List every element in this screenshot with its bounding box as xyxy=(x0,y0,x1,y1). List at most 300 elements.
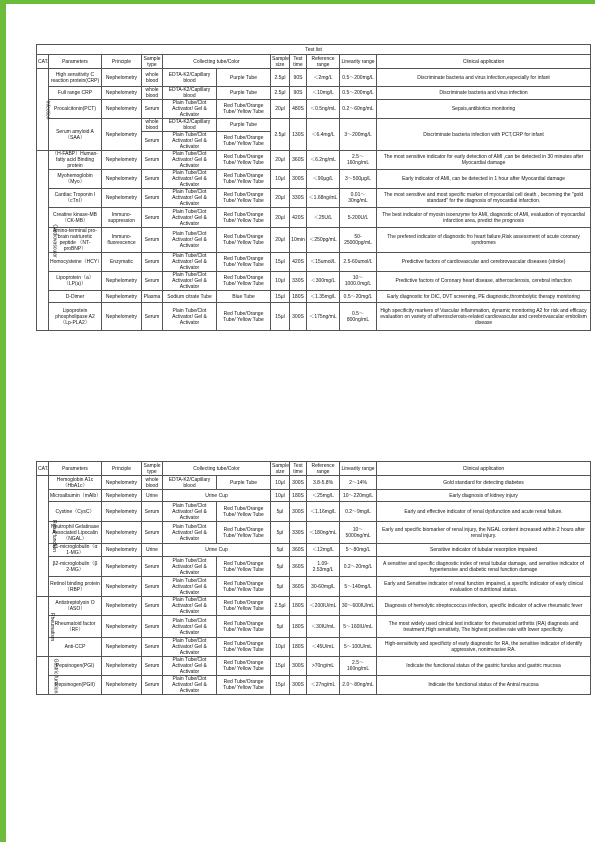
reference-range-cell: ＜30IU/mL xyxy=(307,616,340,638)
collecting-tube-cell: Plain Tube/Clot Activator/ Gel & Activator xyxy=(163,616,217,638)
sample-size-cell: 15μl xyxy=(271,291,290,303)
clinical-application-cell: A sensitive and specific diagnostic index of renal tubular damage, and sensitive indicator of hypertensive and diabetic renal function damage xyxy=(377,557,591,577)
reference-range-cell: 30-60mg/L xyxy=(307,577,340,597)
parameter-cell: Microalbumin（mAlb） xyxy=(49,490,102,502)
collecting-tube-cell: Plain Tube/Clot Activator/ Gel & Activator xyxy=(163,657,217,676)
principle-cell: Immuno-fluorescence xyxy=(102,228,142,253)
parameter-cell: Pepsinogen(PGII) xyxy=(49,676,102,695)
linearity-range-cell: 0.5～800ng/mL xyxy=(340,303,377,331)
sample-size-cell: 20μl xyxy=(271,151,290,170)
table-row xyxy=(37,208,591,228)
collecting-tube-cell: Plain Tube/Clot Activator/ Gel & Activator xyxy=(163,522,217,544)
test-time-cell: 420S xyxy=(290,208,307,228)
principle-cell: Nephelometry xyxy=(102,170,142,189)
parameter-cell: （H-FABP）Human-fatty acid Binding protein xyxy=(49,151,102,170)
parameter-cell: Anti-CCP xyxy=(49,638,102,657)
tube-color-cell: Red Tube/Orange Tube/ Yellow Tube xyxy=(217,502,271,522)
linearity-range-cell: 50-25000pg/mL xyxy=(340,228,377,253)
principle-cell: Nephelometry xyxy=(102,151,142,170)
table-row xyxy=(37,119,591,132)
test-time-cell: 300S xyxy=(290,170,307,189)
parameter-cell: Rheumatoid factor（RF） xyxy=(49,616,102,638)
parameter-cell: Lipoprotein（a）（LP(a)） xyxy=(49,272,102,291)
test-time-cell: 300S xyxy=(290,676,307,695)
linearity-range-cell: 2～14% xyxy=(340,476,377,490)
clinical-application-cell: Indicate the functional status of the gastric fundus and gastric mucosa xyxy=(377,657,591,676)
parameter-cell: Hemoglobin A1c（HbA1c） xyxy=(49,476,102,490)
test-time-cell: 300S xyxy=(290,303,307,331)
sample-type-cell: Plasma xyxy=(142,291,163,303)
reference-range-cell: ＜25mg/L xyxy=(307,490,340,502)
test-time-cell: 130S xyxy=(290,119,307,151)
sample-type-cell: Serum xyxy=(142,638,163,657)
test-time-cell: 330S xyxy=(290,189,307,208)
collecting-tube-cell: EDTA-K2/Capillary blood xyxy=(163,87,217,100)
sample-type-cell: Serum xyxy=(142,253,163,272)
linearity-range-cell: 2.5～160ng/mL xyxy=(340,657,377,676)
reference-range-cell: ＜15umol/L xyxy=(307,253,340,272)
table-row xyxy=(37,151,591,170)
tube-color-cell: Red Tube/Orange Tube/ Yellow Tube xyxy=(217,597,271,616)
tube-color-cell: Red Tube/Orange Tube/ Yellow Tube xyxy=(217,170,271,189)
principle-cell: Nephelometry xyxy=(102,577,142,597)
category-cell xyxy=(37,476,57,597)
clinical-application-cell: The prefered indicator of diagnostic fro heart failure,Risk assessment of acute coronary syndromes xyxy=(377,228,591,253)
test-list-table-2 xyxy=(36,461,591,695)
clinical-application-cell: Sepsis,antibiotics monitoring xyxy=(377,100,591,119)
category-cell xyxy=(37,597,56,657)
test-time-cell: 360S xyxy=(290,544,307,557)
clinical-application-cell: Early diagnosis of kidney injury xyxy=(377,490,591,502)
clinical-application-cell: The most widely used clinical test indicator for rheumatoid arthritis (RA) diagnosis and treatment,High sensitivity, The highest positive rate with lower specificity. xyxy=(377,616,591,638)
table-row xyxy=(37,100,591,119)
parameter-cell: Procalcitonin(PCT) xyxy=(49,100,102,119)
clinical-application-cell: Discriminate bacteria and virus infection,especially for infant xyxy=(377,69,591,87)
test-time-cell: 330S xyxy=(290,522,307,544)
test-time-cell: 90S xyxy=(290,87,307,100)
clinical-application-cell: Early and effective indicator of renal dysfunction and acute renal failure. xyxy=(377,502,591,522)
tube-color-cell: Red Tube/Orange Tube/ Yellow Tube xyxy=(217,303,271,331)
linearity-range-cell: 2.5-60umol/L xyxy=(340,253,377,272)
test-time-cell: 10min xyxy=(290,228,307,253)
parameter-cell: High sensitivity C reaction protein(CRP) xyxy=(49,69,102,87)
clinical-application-cell: Indicate the functional status of the Antral mucosa xyxy=(377,676,591,695)
linearity-range-cell: 10～1000.0mg/L xyxy=(340,272,377,291)
sample-size-cell: 20μl xyxy=(271,228,290,253)
sample-size-cell: 15μl xyxy=(271,303,290,331)
test-time-cell: 360S xyxy=(290,557,307,577)
tube-color-cell: Red Tube/Orange Tube/ Yellow Tube xyxy=(217,557,271,577)
linearity-range-cell: 0.2～20mg/L xyxy=(340,557,377,577)
principle-cell: Nephelometry xyxy=(102,522,142,544)
collecting-tube-cell: Plain Tube/Clot Activator/ Gel & Activator xyxy=(163,597,217,616)
category-label: Cardiovascular xyxy=(51,223,58,258)
column-header: Test time xyxy=(290,462,307,476)
sample-size-cell: 2.5μl xyxy=(271,87,290,100)
parameter-cell: Cardiac Troponin I（cTnI） xyxy=(49,189,102,208)
column-header: Linearity range xyxy=(340,462,377,476)
collecting-tube-cell: Plain Tube/Clot Activator/ Gel & Activator xyxy=(163,253,217,272)
principle-cell: Nephelometry xyxy=(102,657,142,676)
reference-range-cell: ＜45U/mL xyxy=(307,638,340,657)
tube-color-cell: Red Tube/Orange Tube/ Yellow Tube xyxy=(217,189,271,208)
sample-size-cell: 5μl xyxy=(271,502,290,522)
table-row xyxy=(37,638,591,657)
sample-size-cell: 2.5μl xyxy=(271,597,290,616)
column-header: Parameters xyxy=(49,55,102,69)
table-row xyxy=(37,476,591,490)
column-header: Sample size xyxy=(272,462,289,475)
reference-range-cell: ＜1.68ng/mL xyxy=(307,189,340,208)
table-row xyxy=(37,228,591,253)
sample-type-cell: Urine xyxy=(142,544,163,557)
clinical-application-cell: Early indicator of AMI, can be detected in 1 hour after Myocardial damage xyxy=(377,170,591,189)
principle-cell: Nephelometry xyxy=(102,303,142,331)
linearity-range-cell: 10～220mg/L xyxy=(340,490,377,502)
principle-cell: Nephelometry xyxy=(102,544,142,557)
linearity-range-cell: 0.5～200mg/L xyxy=(340,87,377,100)
test-time-cell: 420S xyxy=(290,253,307,272)
sample-size-cell: 15μl xyxy=(271,253,290,272)
parameter-cell: Cystine（CysC） xyxy=(49,502,102,522)
principle-cell: Nephelometry xyxy=(102,502,142,522)
tube-color-cell: Red Tube/Orange Tube/ Yellow Tube xyxy=(217,253,271,272)
collecting-tube-cell: Plain Tube/Clot Activator/ Gel & Activator xyxy=(163,676,217,695)
table-row xyxy=(37,557,591,577)
clinical-application-cell: Discriminate bacteria infection with PCT,CRP for infant xyxy=(377,119,591,151)
column-header: Reference range xyxy=(307,462,340,476)
reference-range-cell: ＜200IU/mL xyxy=(307,597,340,616)
column-header: Test time xyxy=(290,55,307,69)
sample-type-cell: Serum xyxy=(142,557,163,577)
tube-color-cell: Purple Tube xyxy=(217,87,271,100)
parameter-cell: α1-microglobulin（α 1-MG） xyxy=(49,544,102,557)
parameter-cell: Retinol binding protein（RBP） xyxy=(49,577,102,597)
sample-size-cell: 5μl xyxy=(271,557,290,577)
tube-color-cell: Purple Tube xyxy=(217,69,271,87)
table-row xyxy=(37,522,591,544)
table-title: Test list xyxy=(37,45,591,55)
reference-range-cell: 1.09-2.53mg/L xyxy=(307,557,340,577)
sample-size-cell: 10μl xyxy=(271,490,290,502)
collecting-tube-cell: EDTA-K2/Capillary blood xyxy=(163,69,217,87)
test-time-cell: 180S xyxy=(290,638,307,657)
clinical-application-cell: The most sensitive indicator for early detection of AMI ,can be detected in 30 minutes after Myocardial damage xyxy=(377,151,591,170)
principle-cell: Nephelometry xyxy=(102,597,142,616)
reference-range-cell: ＜180ng/mL xyxy=(307,522,340,544)
linearity-range-cell: 3～500μg/L xyxy=(340,170,377,189)
parameter-cell: Full range CRP xyxy=(49,87,102,100)
principle-cell: Nephelometry xyxy=(102,616,142,638)
sample-type-cell: Serum xyxy=(142,676,163,695)
column-header: Sample type xyxy=(142,55,163,69)
table-row xyxy=(37,69,591,87)
sample-size-cell: 10μl xyxy=(271,170,290,189)
linearity-range-cell: 0.2～60ng/mL xyxy=(340,100,377,119)
reference-range-cell: ＜1.35mg/L xyxy=(307,291,340,303)
collecting-tube-cell: Plain Tube/Clot Activator/ Gel & Activator xyxy=(163,502,217,522)
tube-color-cell: Red Tube/Orange Tube/ Yellow Tube xyxy=(217,272,271,291)
test-time-cell: 90S xyxy=(290,69,307,87)
tube-color-cell: Red Tube/Orange Tube/ Yellow Tube xyxy=(217,577,271,597)
linearity-range-cell: 30～600IU/mL xyxy=(340,597,377,616)
test-time-cell: 180S xyxy=(290,291,307,303)
column-header: Linearity range xyxy=(340,55,377,69)
linearity-range-cell: 10～5000ng/mL xyxy=(340,522,377,544)
sample-type-cell: Serum xyxy=(142,208,163,228)
reference-range-cell: ＜300mg/L xyxy=(307,272,340,291)
parameter-cell: Myohemoglobin（Myo） xyxy=(49,170,102,189)
column-header: Collecting tube/Color xyxy=(163,55,271,69)
reference-range-cell: ＜25U/L xyxy=(307,208,340,228)
clinical-application-cell: Gold standard for detecting diabetes xyxy=(377,476,591,490)
linearity-range-cell: 0.5～200mg/L xyxy=(340,69,377,87)
category-cell xyxy=(37,69,49,151)
parameter-cell: Lipoprotein phospholipase A2（Lp-PLA2） xyxy=(49,303,102,331)
principle-cell: Nephelometry xyxy=(102,69,142,87)
linearity-range-cell: 5～160IU/mL xyxy=(340,616,377,638)
linearity-range-cell: 0.2～9mg/L xyxy=(340,502,377,522)
sample-size-cell: 5μl xyxy=(271,522,290,544)
category-label: Gastric function xyxy=(52,658,59,693)
sample-type-cell: Serum xyxy=(142,132,163,151)
sample-type-cell: Serum xyxy=(142,189,163,208)
tube-color-cell: Red Tube/Orange Tube/ Yellow Tube xyxy=(217,151,271,170)
linearity-range-cell: 2.5～160ng/mL xyxy=(340,151,377,170)
test-list-table-1 xyxy=(36,44,591,331)
tube-color-cell: Purple Tube xyxy=(217,119,271,132)
sample-type-cell: Serum xyxy=(142,657,163,676)
sample-type-cell: Serum xyxy=(142,303,163,331)
principle-cell: Nephelometry xyxy=(102,676,142,695)
linearity-range-cell: 0.01～30ng/mL xyxy=(340,189,377,208)
table-row xyxy=(37,616,591,638)
category-cell xyxy=(37,151,58,331)
collecting-tube-cell: Plain Tube/Clot Activator/ Gel & Activator xyxy=(163,170,217,189)
linearity-range-cell: 2.0～80ng/mL xyxy=(340,676,377,695)
clinical-application-cell: Discriminate bacteria and virus infection xyxy=(377,87,591,100)
sample-size-cell: 15μl xyxy=(271,657,290,676)
sample-type-cell: Serum xyxy=(142,502,163,522)
principle-cell: Nephelometry xyxy=(102,476,142,490)
parameter-cell: Creatine kinase-MB（CK-MB） xyxy=(49,208,102,228)
principle-cell: Nephelometry xyxy=(102,638,142,657)
table-row xyxy=(37,303,591,331)
principle-cell: Nephelometry xyxy=(102,557,142,577)
reference-range-cell: ＜0.5ng/mL xyxy=(307,100,340,119)
principle-cell: Nephelometry xyxy=(102,272,142,291)
table-row xyxy=(37,170,591,189)
tube-color-cell: Red Tube/Orange Tube/ Yellow Tube xyxy=(217,228,271,253)
reference-range-cell: ＜250pg/mL xyxy=(307,228,340,253)
principle-cell: Immuno-suppression xyxy=(102,208,142,228)
test-time-cell: 180S xyxy=(290,490,307,502)
sample-size-cell: 20μl xyxy=(271,189,290,208)
tube-color-cell: Red Tube/Orange Tube/ Yellow Tube xyxy=(217,100,271,119)
parameter-cell: D-Dimer xyxy=(49,291,102,303)
column-header: Clinical application xyxy=(377,55,591,69)
collecting-tube-cell: Plain Tube/Clot Activator/ Gel & Activator xyxy=(163,151,217,170)
sample-type-cell: Serum xyxy=(142,597,163,616)
tube-color-cell: Purple Tube xyxy=(217,476,271,490)
clinical-application-cell: Predictive factors of cardiovascular and cerebrovascular diseases (stroke) xyxy=(377,253,591,272)
sample-size-cell: 15μl xyxy=(271,676,290,695)
tube-color-cell: Red Tube/Orange Tube/ Yellow Tube xyxy=(217,522,271,544)
sample-size-cell: 10μl xyxy=(271,638,290,657)
clinical-application-cell: High specificity markers of Vascular inflammation, dynamic monitoring A2 for risk and efficacy evaluation on variety of atherosclerosis-related cardiovascular and cerebrovascular embolism disease xyxy=(377,303,591,331)
parameter-cell: β2-microglobulin（β 2-MG） xyxy=(49,557,102,577)
test-time-cell: 300S xyxy=(290,476,307,490)
sample-type-cell: Serum xyxy=(142,522,163,544)
table-row xyxy=(37,577,591,597)
category-label: Infection xyxy=(44,100,51,119)
sample-type-cell: Serum xyxy=(142,616,163,638)
column-header: Principle xyxy=(102,462,142,476)
table-row xyxy=(37,502,591,522)
column-header: Principle xyxy=(102,55,142,69)
sample-type-cell: Serum xyxy=(142,228,163,253)
sample-size-cell: 2.5μl xyxy=(271,119,290,151)
tube-color-cell: Red Tube/Orange Tube/ Yellow Tube xyxy=(217,638,271,657)
principle-cell: Nephelometry xyxy=(102,87,142,100)
reference-range-cell: ＜1.16mg/L xyxy=(307,502,340,522)
category-cell xyxy=(37,657,59,695)
sample-type-cell: whole blood xyxy=(142,69,163,87)
sample-type-cell: whole blood xyxy=(142,119,163,132)
clinical-application-cell: The best indicator of myosin isoenzyme for AMI, diagnostic of AMI, evaluation of myocardial infarction area, predict the prognosis xyxy=(377,208,591,228)
linearity-range-cell: 0.5～20mg/L xyxy=(340,291,377,303)
parameter-cell: Serum amyloid A（SAA） xyxy=(49,119,102,151)
tube-color-cell: Red Tube/Orange Tube/ Yellow Tube xyxy=(217,676,271,695)
sample-type-cell: Serum xyxy=(142,100,163,119)
table-row xyxy=(37,189,591,208)
principle-cell: Nephelometry xyxy=(102,291,142,303)
tube-color-cell: Blue Tube xyxy=(217,291,271,303)
collecting-tube-cell: Sodium citrate Tube xyxy=(163,291,217,303)
top-accent-stripe xyxy=(6,0,595,4)
principle-cell: Enzymatic xyxy=(102,253,142,272)
collecting-tube-cell: EDTA-K2/Capillary blood xyxy=(163,476,217,490)
collecting-tube-cell: Plain Tube/Clot Activator/ Gel & Activator xyxy=(163,189,217,208)
parameter-cell: Amino-terminal pro-brain natriuretic peptide （NT-proBNP） xyxy=(49,228,102,253)
collecting-tube-cell: Plain Tube/Clot Activator/ Gel & Activator xyxy=(163,303,217,331)
principle-cell: Nephelometry xyxy=(102,490,142,502)
test-time-cell: 180S xyxy=(290,616,307,638)
test-time-cell: 330S xyxy=(290,272,307,291)
clinical-application-cell: High-sensitivity and specificity of early diagnostic for RA, the sensitive indicator of identify aggressive, nonimvasive RA. xyxy=(377,638,591,657)
sample-type-cell: Serum xyxy=(142,170,163,189)
category-label: Renal function xyxy=(50,520,57,552)
left-accent-stripe xyxy=(0,0,6,842)
collecting-tube-cell: Urine Cup xyxy=(163,544,271,557)
linearity-range-cell: 5～100U/mL xyxy=(340,638,377,657)
sample-size-cell: 10μl xyxy=(271,476,290,490)
collecting-tube-cell: Plain Tube/Clot Activator/ Gel & Activator xyxy=(163,100,217,119)
table-row xyxy=(37,490,591,502)
sample-type-cell: Serum xyxy=(142,577,163,597)
clinical-application-cell: Diagnosis of hemolytic streptococcus infection, specific indicator of active rheumatic fever xyxy=(377,597,591,616)
sample-type-cell: Serum xyxy=(142,272,163,291)
column-header: Clinical application xyxy=(377,462,591,476)
reference-range-cell: 3.8-5.8% xyxy=(307,476,340,490)
sample-type-cell: whole blood xyxy=(142,476,163,490)
column-header: Collecting tube/Color xyxy=(163,462,271,476)
table-row xyxy=(37,253,591,272)
tube-color-cell: Red Tube/Orange Tube/ Yellow Tube xyxy=(217,132,271,151)
collecting-tube-cell: EDTA-K2/Capillary blood xyxy=(163,119,217,132)
table-row xyxy=(37,291,591,303)
reference-range-cell: >70ng/mL xyxy=(307,657,340,676)
table-row xyxy=(37,657,591,676)
sample-size-cell: 10μl xyxy=(271,272,290,291)
test-time-cell: 360S xyxy=(290,577,307,597)
clinical-application-cell: Early and specific biomarker of renal injury, the NGAL content increased within 2 hours after renal injury. xyxy=(377,522,591,544)
test-time-cell: 180S xyxy=(290,597,307,616)
reference-range-cell: ＜175ng/mL xyxy=(307,303,340,331)
test-time-cell: 480S xyxy=(290,100,307,119)
reference-range-cell: ＜27ng/mL xyxy=(307,676,340,695)
column-header: CAT. xyxy=(37,55,49,69)
clinical-application-cell: Predictive factors of Coronary heart disease, atherosclerosis, cerebral infarction xyxy=(377,272,591,291)
clinical-application-cell: Early and Sensitive indicator of renal function impaired, a specific indicator of early clinical evaluation of nutritional status. xyxy=(377,577,591,597)
column-header: Reference range xyxy=(307,55,340,69)
principle-cell: Nephelometry xyxy=(102,119,142,151)
column-header: Sample size xyxy=(272,55,289,68)
sample-size-cell: 5μl xyxy=(271,616,290,638)
reference-range-cell: ＜6.2ng/mL xyxy=(307,151,340,170)
tube-color-cell: Red Tube/Orange Tube/ Yellow Tube xyxy=(217,657,271,676)
reference-range-cell: ＜2mg/L xyxy=(307,69,340,87)
collecting-tube-cell: Plain Tube/Clot Activator/ Gel & Activator xyxy=(163,638,217,657)
collecting-tube-cell: Plain Tube/Clot Activator/ Gel & Activator xyxy=(163,228,217,253)
reference-range-cell: ＜90μg/L xyxy=(307,170,340,189)
sample-type-cell: Urine xyxy=(142,490,163,502)
tube-color-cell: Red Tube/Orange Tube/ Yellow Tube xyxy=(217,208,271,228)
parameter-cell: Pepsinogen(PGI) xyxy=(49,657,102,676)
linearity-range-cell: 3～200mg/L xyxy=(340,119,377,151)
linearity-range-cell: 5-200U/L xyxy=(340,208,377,228)
sample-size-cell: 5μl xyxy=(271,544,290,557)
principle-cell: Nephelometry xyxy=(102,189,142,208)
sample-size-cell: 5μl xyxy=(271,577,290,597)
reference-range-cell: ＜10mg/L xyxy=(307,87,340,100)
test-time-cell: 360S xyxy=(290,151,307,170)
principle-cell: Nephelometry xyxy=(102,100,142,119)
column-header: CAT. xyxy=(37,462,49,476)
table-row xyxy=(37,272,591,291)
clinical-application-cell: Sensitive indicator of tubular resorption impaired xyxy=(377,544,591,557)
column-header: Sample type xyxy=(142,462,163,476)
sample-type-cell: Serum xyxy=(142,151,163,170)
table-row xyxy=(37,676,591,695)
clinical-application-cell: Early diagnostic for DIC, DVT screening, PE diagnostic,thrombolytic therapy monitoring xyxy=(377,291,591,303)
table-row xyxy=(37,544,591,557)
table-row xyxy=(37,597,591,616)
collecting-tube-cell: Plain Tube/Clot Activator/ Gel & Activator xyxy=(163,132,217,151)
linearity-range-cell: 5～140mg/L xyxy=(340,577,377,597)
collecting-tube-cell: Plain Tube/Clot Activator/ Gel & Activator xyxy=(163,577,217,597)
collecting-tube-cell: Urine Cup xyxy=(163,490,271,502)
collecting-tube-cell: Plain Tube/Clot Activator/ Gel & Activator xyxy=(163,208,217,228)
collecting-tube-cell: Plain Tube/Clot Activator/ Gel & Activator xyxy=(163,557,217,577)
test-time-cell: 300S xyxy=(290,657,307,676)
parameter-cell: Antistreptolysin O（ASO） xyxy=(49,597,102,616)
sample-size-cell: 20μl xyxy=(271,208,290,228)
reference-range-cell: ＜12mg/L xyxy=(307,544,340,557)
sample-type-cell: whole blood xyxy=(142,87,163,100)
sample-size-cell: 2.5μl xyxy=(271,69,290,87)
column-header: Parameters xyxy=(49,462,102,476)
